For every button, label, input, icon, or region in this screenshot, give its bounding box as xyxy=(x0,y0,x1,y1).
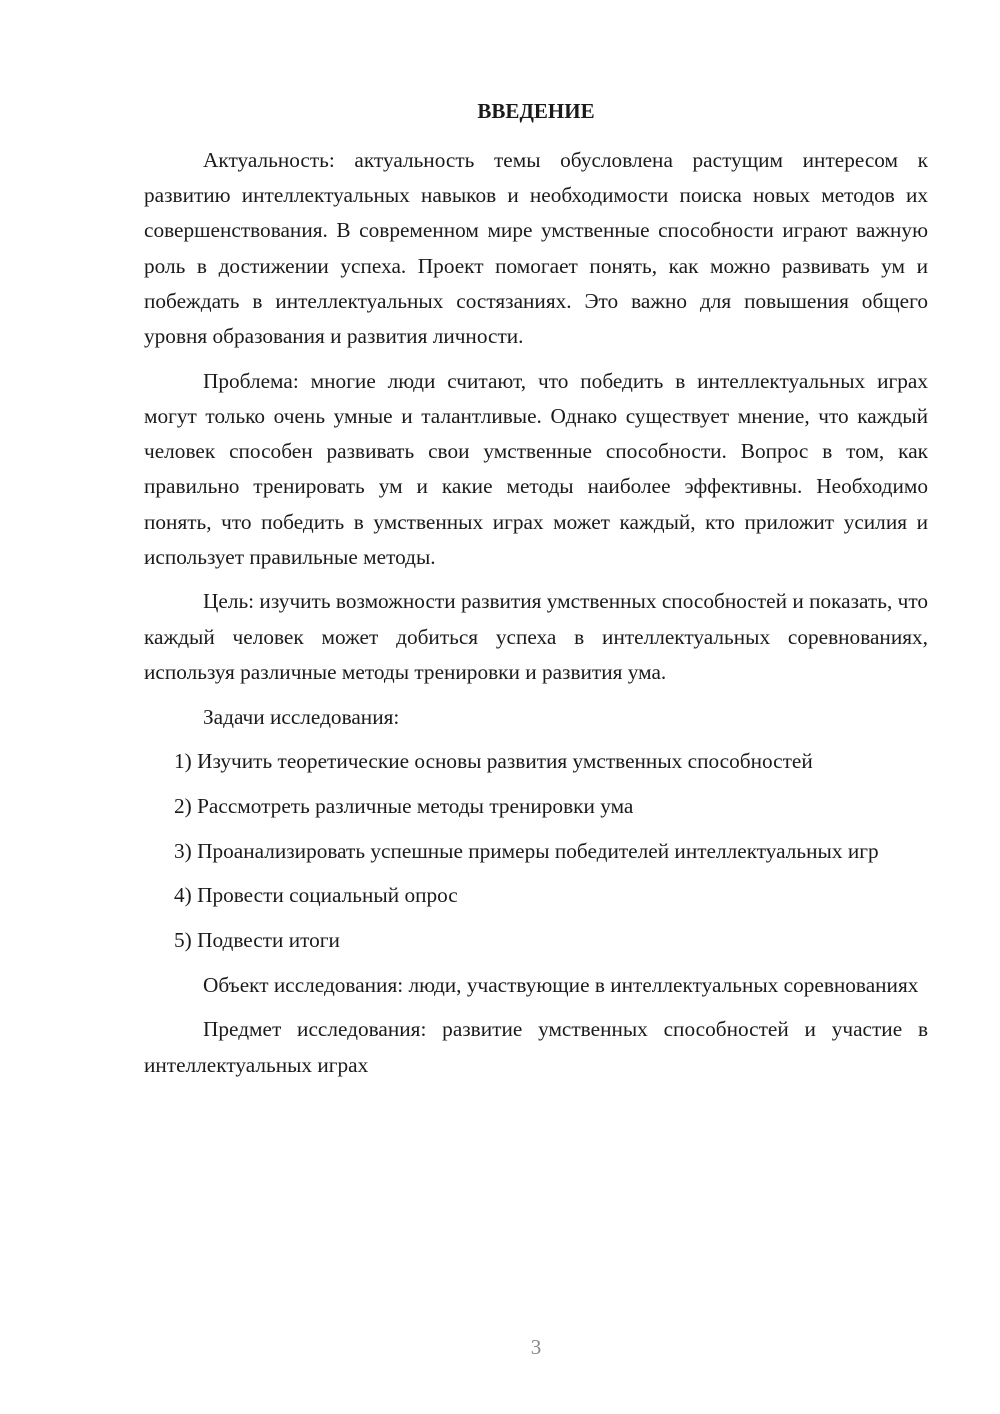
page-title: ВВЕДЕНИЕ xyxy=(477,99,595,123)
task-item: 2) Рассмотреть различные методы тренировки ума xyxy=(174,793,634,818)
task-item: 1) Изучить теоретические основы развития умственных способностей xyxy=(174,749,813,774)
research-object-paragraph: Объект исследования: люди, участвующие в интеллектуальных соревнованиях xyxy=(203,972,919,997)
relevance-paragraph: Актуальность: актуальность темы обусловлена растущим интересом к развитию интеллектуальных навыков и необходимости поиска новых методов их совершенствования. В современном мире умственные способности играют важную роль в достижении успеха. Проект помогает понять, как можно развивать ум и побеждать в интеллектуальных состязаниях. Это важно для повышения общего уровня образования и развития личности. xyxy=(144,148,928,349)
research-subject-paragraph: Предмет исследования: развитие умственных способностей и участие в интеллектуальных играх xyxy=(144,1017,928,1077)
page-number: 3 xyxy=(530,1335,542,1359)
document-page xyxy=(144,0,928,1414)
task-item: 3) Проанализировать успешные примеры победителей интеллектуальных игр xyxy=(174,838,879,863)
task-item: 5) Подвести итоги xyxy=(174,928,340,953)
goal-paragraph: Цель: изучить возможности развития умственных способностей и показать, что каждый человек может добиться успеха в интеллектуальных соревнованиях, используя различные методы тренировки и развития ума. xyxy=(144,589,928,684)
document-body xyxy=(144,143,928,1092)
tasks-heading: Задачи исследования: xyxy=(203,704,400,729)
task-item: 4) Провести социальный опрос xyxy=(174,883,458,908)
problem-paragraph: Проблема: многие люди считают, что победить в интеллектуальных играх могут только очень умные и талантливые. Однако существует мнение, что каждый человек способен развивать свои умственные способности. Вопрос в том, как правильно тренировать ум и какие методы наиболее эффективны. Необходимо понять, что победить в умственных играх может каждый, кто приложит усилия и использует правильные методы. xyxy=(144,368,928,569)
